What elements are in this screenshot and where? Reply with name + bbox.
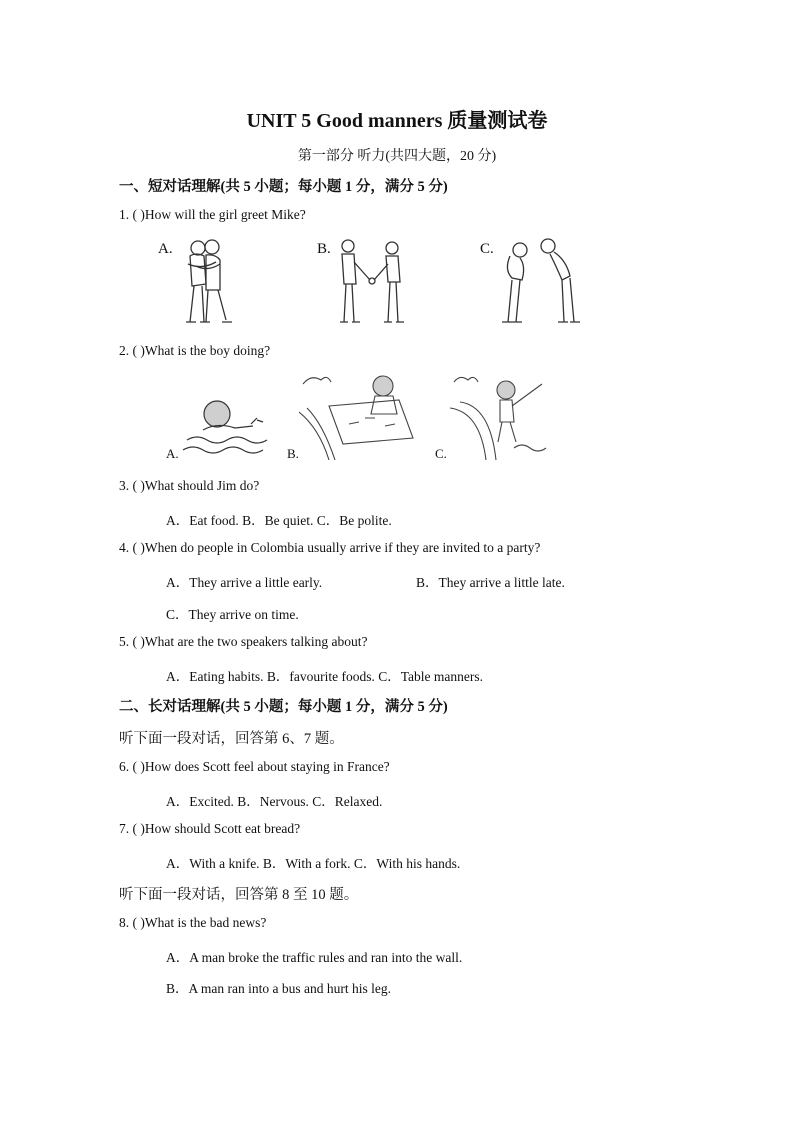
question-2: 2. ( )What is the boy doing?: [119, 343, 271, 358]
page-title: UNIT 5 Good manners 质量测试卷: [246, 110, 548, 132]
q4-option-a: A．They arrive a little early.: [166, 575, 323, 590]
section-heading-short-dialogue: 一、短对话理解(共 5 小题；每小题 1 分，满分 5 分): [119, 179, 448, 195]
q2-picture-label-c: C.: [435, 446, 447, 461]
question-1: 1. ( )How will the girl greet Mike?: [119, 207, 306, 222]
question-6: 6. ( )How does Scott feel about staying in France?: [119, 759, 390, 774]
question-5: 5. ( )What are the two speakers talking about?: [119, 634, 368, 649]
question-8: 8. ( )What is the bad news?: [119, 915, 267, 930]
q1-picture-label-c: C.: [480, 241, 494, 257]
question-7: 7. ( )How should Scott eat bread?: [119, 821, 301, 836]
hugging-people-icon: [176, 234, 236, 328]
q8-option-a: A．A man broke the traffic rules and ran into the wall.: [166, 950, 463, 965]
q1-picture-label-a: A.: [158, 241, 173, 257]
q5-options: A．Eating habits. B．favourite foods. C．Table manners.: [166, 669, 483, 684]
handshake-people-icon: [336, 236, 408, 328]
q3-options: A．Eat food. B．Be quiet. C．Be polite.: [166, 513, 392, 528]
question-4: 4. ( )When do people in Colombia usually arrive if they are invited to a party?: [119, 540, 541, 555]
q6-options: A．Excited. B．Nervous. C．Relaxed.: [166, 794, 383, 809]
q1-picture-label-b: B.: [317, 241, 331, 257]
part-subtitle: 第一部分 听力(共四大题，20 分): [297, 149, 497, 164]
picnic-boy-icon: [299, 372, 417, 460]
fishing-boy-icon: [450, 372, 562, 460]
dialogue-instruction-1: 听下面一段对话，回答第 6、7 题。: [119, 731, 344, 747]
q8-option-b: B．A man ran into a bus and hurt his leg.: [166, 981, 391, 996]
q4-option-c: C．They arrive on time.: [166, 607, 299, 622]
q2-picture-label-a: A.: [166, 446, 179, 461]
dialogue-instruction-2: 听下面一段对话，回答第 8 至 10 题。: [119, 887, 359, 903]
q4-option-b: B．They arrive a little late.: [416, 575, 565, 590]
q2-picture-label-b: B.: [287, 446, 299, 461]
swimming-boy-icon: [183, 396, 273, 460]
section-heading-long-dialogue: 二、长对话理解(共 5 小题；每小题 1 分，满分 5 分): [119, 699, 448, 715]
q7-options: A．With a knife. B．With a fork. C．With his hands.: [166, 856, 461, 871]
bowing-people-icon: [498, 236, 586, 328]
question-3: 3. ( )What should Jim do?: [119, 478, 260, 493]
